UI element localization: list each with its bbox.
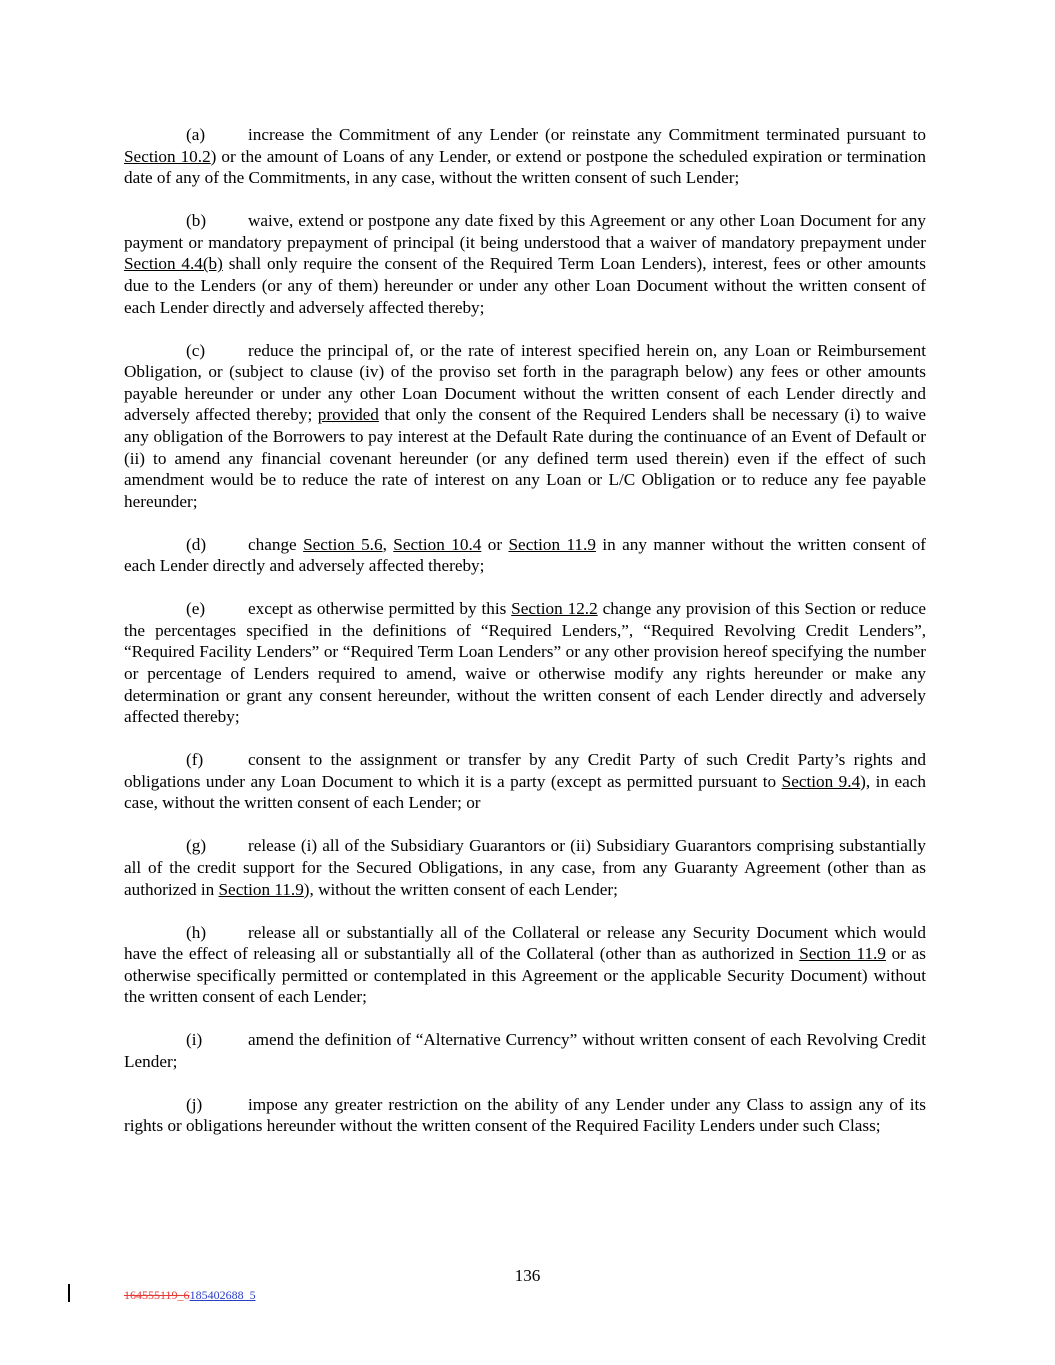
paragraph-b: (b) waive, extend or postpone any date fixed by this Agreement or any other Loan Document for any payment or mandatory prepayment of principal (it being understood that a waiver of mandatory prepayment under Section 4.4(b) shall only require the consent of the Required Term Loan Lenders), interest, fees or other amounts due to the Lenders (or any of them) hereunder or under any other Loan Document without the written consent of each Lender directly and adversely affected thereby; (124, 211, 926, 317)
paragraph-label: (a) (186, 125, 206, 144)
section-reference: Section 10.4 (393, 534, 482, 554)
doc-id-inserted: 185402688_5 (189, 1288, 256, 1302)
section-reference: Section 11.9 (508, 534, 596, 554)
paragraph-d: (d) change Section 5.6, Section 10.4 or Section 11.9 in any manner without the written consent of each Lender directly and adversely affected thereby; (124, 534, 927, 576)
paragraph-i: (i) amend the definition of “Alternative Currency” without written consent of each Revolving Credit Lender; (124, 1030, 926, 1071)
paragraph-label: (j) (186, 1094, 203, 1114)
paragraph-f: (f) consent to the assignment or transfer by any Credit Party of such Credit Party’s rights and obligations under any Loan Document to which it is a party (except as permitted pursuant to Section 9.4), in each case, without the written consent of each Lender; or (124, 750, 927, 813)
section-reference: Section 4.4(b) (124, 254, 223, 274)
provided-term: provided (317, 405, 379, 425)
section-reference: Section 5.6 (303, 534, 383, 554)
paragraph-label: (g) (186, 836, 207, 856)
section-reference: Section 12.2 (511, 599, 598, 619)
doc-id-deleted: 164555119_6 (124, 1288, 190, 1302)
paragraph-label: (c) (186, 340, 206, 360)
change-bar (68, 1284, 70, 1302)
paragraph-a: (a) increase the Commitment of any Lender (or reinstate any Commitment terminated pursuant to Section 10.2) or the amount of Loans of any Lender, or extend or postpone the scheduled expiration or termination date of any of the Commitments, in any case, without the written consent of such Lender; (124, 125, 926, 188)
paragraph-e: (e) except as otherwise permitted by this Section 12.2 change any provision of this Section or reduce the percentages specified in the definitions of “Required Lenders,”, “Required Revolving Credit Lenders”, “Required Facility Lenders” or “Required Term Loan Lenders” or any other provision hereof specifying the number or percentage of Lenders required to amend, waive or otherwise modify any rights hereunder or make any determination or grant any consent hereunder, without the written consent of each Lender directly and adversely affected thereby; (124, 599, 926, 727)
paragraph-g: (g) release (i) all of the Subsidiary Guarantors or (ii) Subsidiary Guarantors comprising substantially all of the credit support for the Secured Obligations, in any case, from any Guaranty Agreement (other than as authorized in Section 11.9), without the written consent of each Lender; (124, 836, 926, 899)
paragraph-label: (h) (186, 922, 207, 942)
section-reference: Section 11.9 (218, 879, 304, 899)
page-number: 136 (514, 1266, 541, 1285)
paragraph-h: (h) release all or substantially all of the Collateral or release any Security Document which would have the effect of releasing all or substantially all of the Collateral (other than as authorized in Section 11.9 or as otherwise specifically permitted or contemplated in this Agreement or the applicable Security Document) without the written consent of each Lender; (124, 922, 926, 1007)
section-reference: Section 11.9 (799, 944, 886, 964)
document-body (124, 124, 926, 1158)
paragraph-label: (f) (186, 750, 204, 770)
paragraph-j: (j) impose any greater restriction on the ability of any Lender under any Class to assign any of its rights or obligations hereunder without the written consent of the Required Facility Lenders under such Class; (124, 1094, 926, 1136)
paragraph-label: (b) (186, 211, 207, 231)
paragraph-c: (c) reduce the principal of, or the rate of interest specified herein on, any Loan or Reimbursement Obligation, or (subject to clause (iv) of the proviso set forth in the paragraph below) any fees or other amounts payable hereunder or under any other Loan Document without the written consent of each Lender directly and adversely affected thereby; provided that only the consent of the Required Lenders shall be necessary (i) to waive any obligation of the Borrowers to pay interest at the Default Rate during the continuance of an Event of Default or (ii) to amend any financial covenant hereunder (or any defined term used therein) even if the effect of such amendment would be to reduce the rate of interest on any Loan or L/C Obligation or to reduce any fee payable hereunder; (124, 340, 927, 511)
section-reference: Section 9.4 (781, 771, 861, 791)
paragraph-label: (i) (186, 1030, 203, 1050)
paragraph-label: (e) (186, 599, 206, 619)
section-reference: Section 10.2 (124, 146, 211, 166)
paragraph-label: (d) (186, 534, 207, 554)
document-id (124, 1288, 256, 1303)
